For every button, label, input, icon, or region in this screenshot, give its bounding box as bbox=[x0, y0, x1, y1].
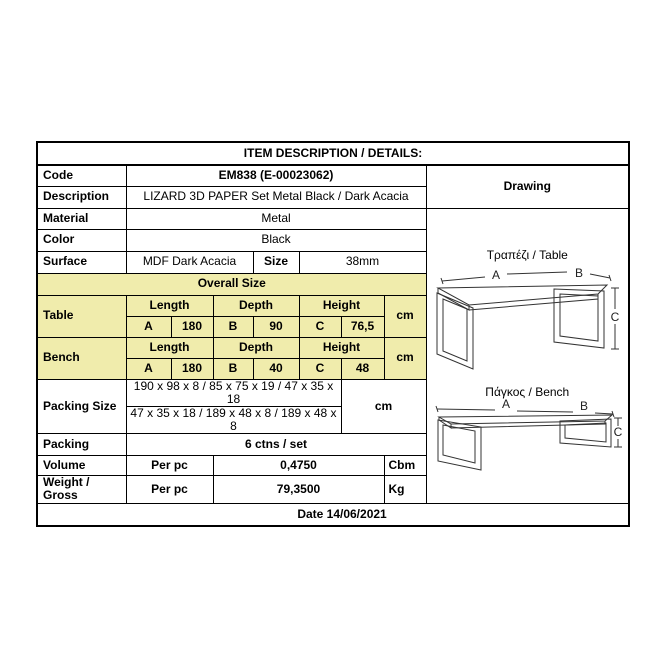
code-label: Code bbox=[37, 165, 126, 186]
packing-size-label: Packing Size bbox=[37, 379, 126, 434]
color-value: Black bbox=[126, 229, 426, 251]
surface-label: Surface bbox=[37, 251, 126, 273]
drawing-header: Drawing bbox=[426, 165, 629, 208]
bench-length-value: 180 bbox=[171, 358, 213, 379]
volume-per: Per pc bbox=[126, 456, 213, 476]
bench-dim-a-key: A bbox=[126, 358, 171, 379]
weight-unit: Kg bbox=[384, 476, 426, 503]
bench-unit: cm bbox=[384, 337, 426, 379]
sheet-title: ITEM DESCRIPTION / DETAILS: bbox=[37, 142, 629, 165]
table-depth-header: Depth bbox=[213, 295, 299, 316]
code-value: EM838 (E-00023062) bbox=[126, 165, 426, 186]
table-dim-c-key: C bbox=[299, 316, 341, 337]
bench-height-value: 48 bbox=[341, 358, 384, 379]
volume-label: Volume bbox=[37, 456, 126, 476]
spec-sheet-table bbox=[36, 141, 630, 527]
table-dim-a-key: A bbox=[126, 316, 171, 337]
table-drawing bbox=[427, 262, 627, 376]
date-row: Date 14/06/2021 bbox=[37, 503, 629, 526]
bench-dim-b-label: B bbox=[580, 399, 589, 414]
description-label: Description bbox=[37, 186, 126, 208]
weight-label: Weight / Gross bbox=[37, 476, 126, 503]
surface-value: MDF Dark Acacia bbox=[126, 251, 253, 273]
bench-drawing bbox=[427, 399, 627, 483]
material-label: Material bbox=[37, 208, 126, 229]
weight-value: 79,3500 bbox=[213, 476, 384, 503]
table-depth-value: 90 bbox=[253, 316, 299, 337]
packing-value: 6 ctns / set bbox=[126, 434, 426, 456]
weight-per: Per pc bbox=[126, 476, 213, 503]
surface-size-value: 38mm bbox=[299, 251, 426, 273]
bench-dim-a-label: A bbox=[502, 399, 511, 412]
bench-length-header: Length bbox=[126, 337, 213, 358]
table-dim-c-label: C bbox=[610, 310, 620, 325]
table-length-header: Length bbox=[126, 295, 213, 316]
packing-label: Packing bbox=[37, 434, 126, 456]
volume-unit: Cbm bbox=[384, 456, 426, 476]
table-row-label: Table bbox=[37, 295, 126, 337]
table-height-header: Height bbox=[299, 295, 384, 316]
bench-height-header: Height bbox=[299, 337, 384, 358]
material-value: Metal bbox=[126, 208, 426, 229]
bench-drawing-caption: Πάγκος / Bench bbox=[485, 385, 570, 400]
bench-dim-c-key: C bbox=[299, 358, 341, 379]
overall-size-header: Overall Size bbox=[37, 273, 426, 295]
description-value: LIZARD 3D PAPER Set Metal Black / Dark Acacia bbox=[126, 186, 426, 208]
table-dim-a-label: A bbox=[492, 268, 501, 283]
table-unit: cm bbox=[384, 295, 426, 337]
packing-size-unit: cm bbox=[341, 379, 426, 434]
bench-depth-value: 40 bbox=[253, 358, 299, 379]
bench-row-label: Bench bbox=[37, 337, 126, 379]
table-height-value: 76,5 bbox=[341, 316, 384, 337]
drawing-panel-content bbox=[427, 228, 629, 483]
bench-dim-b-key: B bbox=[213, 358, 253, 379]
packing-size-line2: 47 x 35 x 18 / 189 x 48 x 8 / 189 x 48 x 8 bbox=[126, 406, 341, 433]
surface-size-label: Size bbox=[253, 251, 299, 273]
table-drawing-caption: Τραπέζι / Table bbox=[486, 247, 568, 262]
packing-size-line1: 190 x 98 x 8 / 85 x 75 x 19 / 47 x 35 x 18 bbox=[126, 379, 341, 406]
bench-depth-header: Depth bbox=[213, 337, 299, 358]
bench-dim-c-label: C bbox=[613, 425, 623, 440]
color-label: Color bbox=[37, 229, 126, 251]
table-length-value: 180 bbox=[171, 316, 213, 337]
table-dim-b-key: B bbox=[213, 316, 253, 337]
drawing-panel bbox=[426, 208, 629, 503]
table-dim-b-label: B bbox=[575, 266, 584, 281]
volume-value: 0,4750 bbox=[213, 456, 384, 476]
